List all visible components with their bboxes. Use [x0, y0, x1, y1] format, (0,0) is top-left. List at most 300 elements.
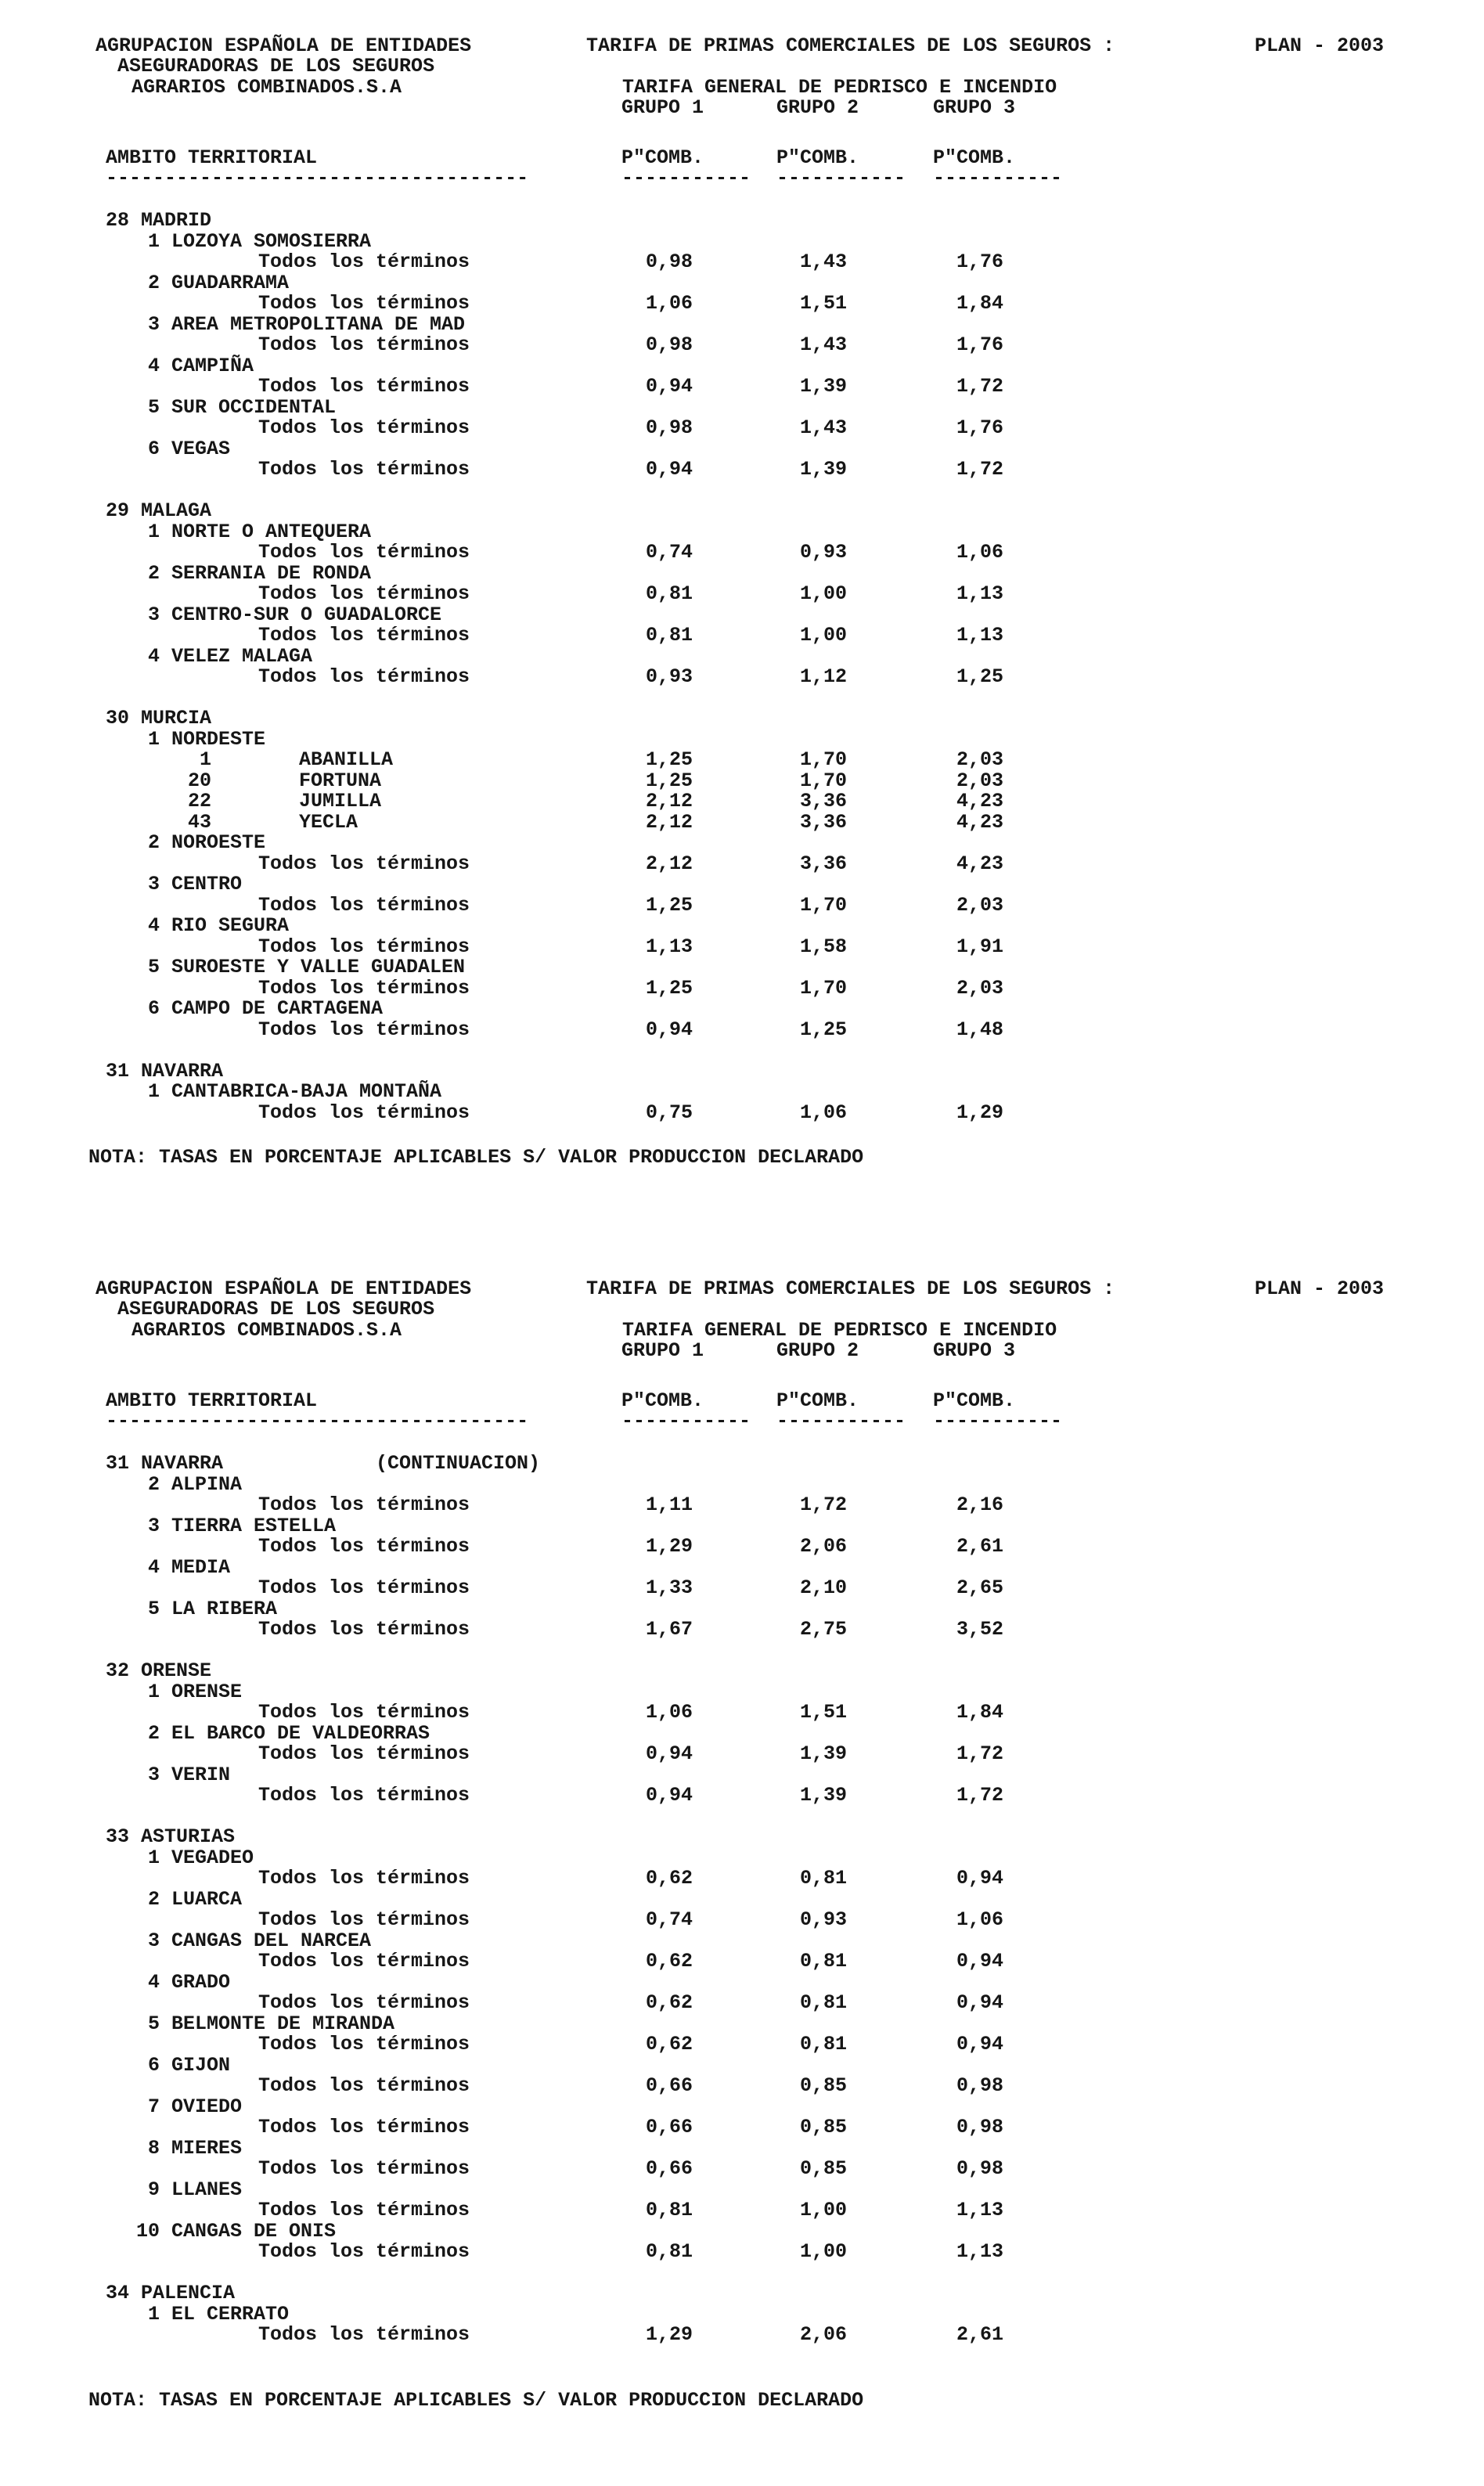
row-label: Todos los términos	[258, 582, 470, 605]
rate-value: 1,76	[956, 416, 1004, 439]
zone-row	[0, 1764, 1484, 1785]
zone-name: SERRANIA DE RONDA	[171, 561, 372, 585]
territory-column-header: AMBITO TERRITORIAL	[106, 146, 318, 169]
group-header: GRUPO 1	[621, 96, 704, 119]
zone-name: SUROESTE Y VALLE GUADALEN	[171, 956, 466, 978]
rate-value: 1,06	[646, 1701, 693, 1724]
row-label: Todos los términos	[258, 458, 470, 481]
rate-value: 2,16	[956, 1493, 1004, 1516]
rate-value: 0,98	[646, 250, 693, 273]
zone-row	[0, 396, 1484, 417]
rate-row	[0, 1576, 1484, 1598]
zone-row	[0, 1971, 1484, 1992]
rate-row	[0, 935, 1484, 957]
municipality-code: 1	[199, 748, 211, 771]
rate-value: 0,81	[646, 582, 693, 605]
rate-row	[0, 624, 1484, 645]
rate-value: 0,93	[800, 1908, 848, 1931]
zone-row	[0, 272, 1484, 293]
row-label: Todos los términos	[258, 2157, 470, 2180]
org-name-line: AGRUPACION ESPAÑOLA DE ENTIDADES	[95, 34, 472, 57]
rate-value: 1,43	[800, 333, 848, 356]
region-code: 31	[106, 1452, 130, 1475]
zone-name: MIERES	[171, 2136, 243, 2160]
rate-value: 2,12	[646, 790, 693, 812]
rate-row	[0, 2116, 1484, 2137]
rate-value: 1,70	[800, 976, 848, 1000]
rate-value: 2,06	[800, 2323, 848, 2346]
rate-value: 0,98	[646, 416, 693, 439]
rate-value: 1,13	[956, 624, 1004, 647]
rate-column-header: P"COMB.	[933, 1389, 1016, 1412]
column-underline: ------------------------------------	[106, 167, 529, 189]
footer-note: NOTA: TASAS EN PORCENTAJE APLICABLES S/ VALOR PRODUCCION DECLARADO	[88, 2389, 864, 2412]
zone-number: 2	[147, 1472, 160, 1496]
rate-value: 1,06	[800, 1101, 848, 1124]
zone-row	[0, 2137, 1484, 2158]
zone-name: EL CERRATO	[171, 2302, 290, 2326]
rate-value: 1,13	[956, 2199, 1004, 2221]
rate-value: 2,12	[646, 852, 693, 875]
spacer-row	[0, 2261, 1484, 2282]
region-row	[0, 209, 1484, 230]
zone-number: 7	[147, 2095, 160, 2118]
rate-row	[0, 1784, 1484, 1805]
region-code: 34	[106, 2282, 130, 2304]
row-label: Todos los términos	[258, 1908, 470, 1931]
zone-name: CENTRO-SUR O GUADALORCE	[171, 603, 442, 626]
zone-name: LLANES	[171, 2178, 243, 2201]
row-label: Todos los términos	[258, 1950, 470, 1973]
rate-value: 1,25	[646, 769, 693, 792]
zone-name: LA RIBERA	[171, 1597, 278, 1620]
zone-row	[0, 2220, 1484, 2241]
zone-name: ORENSE	[171, 1680, 243, 1703]
zone-row	[0, 1515, 1484, 1536]
rate-value: 0,62	[646, 1867, 693, 1890]
zone-number: 4	[147, 1555, 160, 1579]
zone-name: TIERRA ESTELLA	[171, 1514, 337, 1537]
rate-value: 3,36	[800, 790, 848, 812]
rate-value: 2,03	[956, 893, 1004, 917]
rate-value: 1,06	[646, 292, 693, 315]
zone-name: NORTE O ANTEQUERA	[171, 520, 372, 543]
zone-row	[0, 355, 1484, 376]
zone-row	[0, 2178, 1484, 2200]
rate-value: 0,94	[646, 375, 693, 398]
zone-number: 5	[147, 2012, 160, 2035]
row-label: Todos los términos	[258, 1576, 470, 1599]
rate-value: 1,39	[800, 1742, 848, 1765]
row-label: Todos los términos	[258, 333, 470, 356]
region-row	[0, 1659, 1484, 1681]
spacer-row	[0, 479, 1484, 500]
rate-value: 0,94	[646, 458, 693, 481]
zone-number: 5	[147, 395, 160, 419]
row-label: Todos los términos	[258, 1784, 470, 1807]
rate-value: 0,94	[646, 1018, 693, 1041]
region-name: NAVARRA	[141, 1452, 224, 1475]
zone-number: 1	[147, 1680, 160, 1703]
rate-value: 1,12	[800, 665, 848, 688]
zone-row	[0, 1888, 1484, 1909]
row-label: Todos los términos	[258, 416, 470, 439]
zone-number: 3	[147, 1929, 160, 1952]
rate-value: 2,12	[646, 810, 693, 834]
group-header: GRUPO 2	[776, 1339, 859, 1362]
rate-value: 1,72	[956, 458, 1004, 481]
rate-value: 3,36	[800, 852, 848, 875]
rate-value: 4,23	[956, 810, 1004, 834]
rate-value: 2,61	[956, 1535, 1004, 1558]
rate-value: 0,62	[646, 1991, 693, 2014]
zone-row	[0, 1681, 1484, 1702]
region-name: MADRID	[141, 209, 212, 232]
rate-value: 1,33	[646, 1576, 693, 1599]
rate-column-header: P"COMB.	[933, 146, 1016, 169]
row-label: Todos los términos	[258, 1867, 470, 1890]
zone-row	[0, 1722, 1484, 1743]
zone-row	[0, 997, 1484, 1018]
zone-row	[0, 2303, 1484, 2324]
rate-row	[0, 292, 1484, 313]
zone-name: EL BARCO DE VALDEORRAS	[171, 1721, 430, 1745]
rate-value: 1,13	[956, 2240, 1004, 2263]
plan-label: PLAN - 2003	[1255, 1277, 1385, 1300]
rate-row	[0, 2199, 1484, 2220]
rate-value: 1,91	[956, 935, 1004, 958]
row-label: Todos los términos	[258, 292, 470, 315]
rate-value: 0,62	[646, 1950, 693, 1973]
zone-number: 6	[147, 997, 160, 1020]
region-row	[0, 1060, 1484, 1081]
row-label: Todos los términos	[258, 2323, 470, 2346]
rate-value: 0,81	[800, 1991, 848, 2014]
zone-number: 4	[147, 1970, 160, 1994]
rate-value: 1,51	[800, 1701, 848, 1724]
rate-value: 1,25	[800, 1018, 848, 1041]
rate-row	[0, 1908, 1484, 1929]
row-label: Todos los términos	[258, 2199, 470, 2221]
rate-value: 4,23	[956, 790, 1004, 812]
rate-value: 0,98	[956, 2157, 1004, 2180]
zone-name: NOROESTE	[171, 831, 266, 854]
column-underline: -----------	[776, 1410, 906, 1432]
rate-value: 0,81	[646, 2199, 693, 2221]
org-name-line: ASEGURADORAS DE LOS SEGUROS	[117, 55, 435, 77]
group-header: GRUPO 1	[621, 1339, 704, 1362]
org-name-line: ASEGURADORAS DE LOS SEGUROS	[117, 1298, 435, 1320]
zone-number: 4	[147, 644, 160, 668]
zone-row	[0, 728, 1484, 749]
rate-row	[0, 541, 1484, 562]
rate-value: 0,81	[646, 2240, 693, 2263]
zone-row	[0, 521, 1484, 542]
rate-value: 2,03	[956, 748, 1004, 771]
plan-label: PLAN - 2003	[1255, 34, 1385, 57]
region-code: 30	[106, 707, 130, 730]
rate-value: 1,25	[646, 748, 693, 771]
rate-value: 0,81	[800, 1950, 848, 1973]
zone-row	[0, 873, 1484, 894]
zone-row	[0, 603, 1484, 625]
rate-value: 1,39	[800, 458, 848, 481]
rate-value: 1,25	[646, 976, 693, 1000]
zone-row	[0, 230, 1484, 251]
rate-value: 1,11	[646, 1493, 693, 1516]
rate-value: 1,00	[800, 582, 848, 605]
org-name-line: AGRUPACION ESPAÑOLA DE ENTIDADES	[95, 1277, 472, 1300]
zone-row	[0, 831, 1484, 852]
rate-value: 1,29	[646, 2323, 693, 2346]
row-label: Todos los términos	[258, 2074, 470, 2097]
region-row	[0, 499, 1484, 521]
rate-row	[0, 1950, 1484, 1971]
rate-row	[0, 2157, 1484, 2178]
zone-name: RIO SEGURA	[171, 914, 290, 937]
rate-value: 1,39	[800, 375, 848, 398]
municipality-name: JUMILLA	[299, 790, 382, 812]
zone-number: 9	[147, 2178, 160, 2201]
zone-row	[0, 438, 1484, 459]
zone-number: 3	[147, 603, 160, 626]
zone-number: 2	[147, 561, 160, 585]
doc-title: TARIFA DE PRIMAS COMERCIALES DE LOS SEGUROS :	[586, 34, 1115, 57]
rate-value: 0,85	[800, 2157, 848, 2180]
municipality-row	[0, 769, 1484, 791]
rate-value: 1,39	[800, 1784, 848, 1807]
footer-note: NOTA: TASAS EN PORCENTAJE APLICABLES S/ VALOR PRODUCCION DECLARADO	[88, 1146, 864, 1169]
region-row	[0, 1452, 1484, 1473]
rate-value: 1,00	[800, 2240, 848, 2263]
rate-value: 1,48	[956, 1018, 1004, 1041]
rate-value: 0,74	[646, 1908, 693, 1931]
rate-row	[0, 375, 1484, 396]
rate-value: 0,98	[956, 2074, 1004, 2097]
rate-column-header: P"COMB.	[776, 146, 859, 169]
rate-row	[0, 1742, 1484, 1764]
tariff-table	[0, 209, 1484, 1122]
column-underline: -----------	[621, 1410, 751, 1432]
rate-column-header: P"COMB.	[776, 1389, 859, 1412]
row-label: Todos los términos	[258, 2240, 470, 2263]
zone-name: CANGAS DE ONIS	[171, 2219, 337, 2243]
territory-column-header: AMBITO TERRITORIAL	[106, 1389, 318, 1412]
rate-value: 0,94	[956, 1950, 1004, 1973]
rate-value: 0,66	[646, 2157, 693, 2180]
rate-row	[0, 458, 1484, 479]
zone-number: 4	[147, 914, 160, 937]
rate-value: 0,94	[956, 1991, 1004, 2014]
zone-name: GRADO	[171, 1970, 231, 1994]
zone-number: 8	[147, 2136, 160, 2160]
rate-value: 1,51	[800, 292, 848, 315]
rate-row	[0, 582, 1484, 603]
zone-name: VERIN	[171, 1763, 231, 1786]
zone-name: LUARCA	[171, 1887, 243, 1911]
region-name: ASTURIAS	[141, 1825, 236, 1848]
row-label: Todos los términos	[258, 1101, 470, 1124]
row-label: Todos los términos	[258, 1535, 470, 1558]
zone-name: CANTABRICA-BAJA MONTAÑA	[171, 1080, 442, 1103]
rate-value: 0,93	[646, 665, 693, 688]
zone-number: 2	[147, 1721, 160, 1745]
column-underline: ------------------------------------	[106, 1410, 529, 1432]
org-name-line: AGRARIOS COMBINADOS.S.A	[131, 76, 402, 99]
zone-number: 1	[147, 1080, 160, 1103]
zone-number: 2	[147, 1887, 160, 1911]
rate-row	[0, 1701, 1484, 1722]
zone-name: CENTRO	[171, 873, 243, 895]
spacer-row	[0, 1039, 1484, 1060]
row-label: Todos los términos	[258, 375, 470, 398]
rate-value: 3,36	[800, 810, 848, 834]
rate-row	[0, 416, 1484, 438]
zone-row	[0, 1473, 1484, 1494]
rate-value: 1,43	[800, 416, 848, 439]
rate-value: 0,62	[646, 2033, 693, 2055]
column-underline: -----------	[933, 167, 1063, 189]
zone-number: 2	[147, 831, 160, 854]
zone-row	[0, 1598, 1484, 1619]
zone-row	[0, 2054, 1484, 2075]
rate-value: 0,75	[646, 1101, 693, 1124]
row-label: Todos los términos	[258, 1701, 470, 1724]
rate-value: 0,85	[800, 2116, 848, 2138]
rate-row	[0, 1101, 1484, 1122]
zone-row	[0, 645, 1484, 666]
zone-row	[0, 1080, 1484, 1101]
rate-value: 1,00	[800, 624, 848, 647]
row-label: Todos los términos	[258, 935, 470, 958]
zone-number: 1	[147, 520, 160, 543]
rate-row	[0, 1018, 1484, 1039]
municipality-row	[0, 748, 1484, 769]
region-name: NAVARRA	[141, 1059, 224, 1083]
rate-row	[0, 1618, 1484, 1639]
spacer-row	[0, 686, 1484, 708]
rate-value: 0,94	[956, 2033, 1004, 2055]
zone-number: 3	[147, 873, 160, 895]
rate-row	[0, 250, 1484, 272]
rate-value: 1,00	[800, 2199, 848, 2221]
zone-name: CAMPO DE CARTAGENA	[171, 997, 384, 1020]
rate-value: 1,70	[800, 748, 848, 771]
rate-value: 0,93	[800, 541, 848, 564]
row-label: Todos los términos	[258, 976, 470, 1000]
page-2	[0, 1243, 1484, 2486]
municipality-code: 43	[187, 810, 211, 834]
zone-number: 10	[135, 2219, 160, 2243]
rate-value: 1,76	[956, 250, 1004, 273]
municipality-name: ABANILLA	[299, 748, 394, 771]
rate-value: 2,03	[956, 769, 1004, 792]
zone-number: 1	[147, 229, 160, 253]
zone-row	[0, 1556, 1484, 1577]
row-label: Todos los términos	[258, 2033, 470, 2055]
row-label: Todos los términos	[258, 1618, 470, 1641]
row-label: Todos los términos	[258, 893, 470, 917]
zone-number: 3	[147, 312, 160, 336]
zone-number: 6	[147, 2053, 160, 2077]
row-label: Todos los términos	[258, 2116, 470, 2138]
region-code: 33	[106, 1825, 130, 1848]
rate-row	[0, 852, 1484, 874]
rate-value: 0,81	[800, 2033, 848, 2055]
rate-value: 1,76	[956, 333, 1004, 356]
rate-value: 0,66	[646, 2074, 693, 2097]
zone-name: VELEZ MALAGA	[171, 644, 313, 668]
group-header: GRUPO 2	[776, 96, 859, 119]
zone-number: 3	[147, 1763, 160, 1786]
column-underline: -----------	[776, 167, 906, 189]
zone-name: NORDESTE	[171, 727, 266, 751]
zone-name: CAMPIÑA	[171, 354, 254, 377]
zone-number: 5	[147, 1597, 160, 1620]
rate-value: 1,25	[956, 665, 1004, 688]
region-name: ORENSE	[141, 1659, 212, 1682]
zone-row	[0, 2095, 1484, 2117]
zone-name: BELMONTE DE MIRANDA	[171, 2012, 395, 2035]
zone-number: 1	[147, 727, 160, 751]
row-label: Todos los términos	[258, 541, 470, 564]
region-name: MURCIA	[141, 707, 212, 730]
zone-row	[0, 914, 1484, 935]
municipality-code: 22	[187, 790, 211, 812]
zone-row	[0, 1846, 1484, 1868]
row-label: Todos los términos	[258, 250, 470, 273]
zone-number: 1	[147, 2302, 160, 2326]
municipality-name: YECLA	[299, 810, 358, 834]
municipality-name: FORTUNA	[299, 769, 382, 792]
rate-row	[0, 1991, 1484, 2012]
rate-row	[0, 2323, 1484, 2344]
rate-value: 0,94	[956, 1867, 1004, 1890]
org-name-line: AGRARIOS COMBINADOS.S.A	[131, 1319, 402, 1342]
doc-subtitle: TARIFA GENERAL DE PEDRISCO E INCENDIO	[622, 76, 1057, 99]
rate-value: 0,98	[646, 333, 693, 356]
rate-column-header: P"COMB.	[621, 146, 704, 169]
rate-value: 4,23	[956, 852, 1004, 875]
rate-value: 1,29	[646, 1535, 693, 1558]
zone-row	[0, 562, 1484, 583]
rate-value: 1,84	[956, 1701, 1004, 1724]
rate-value: 1,72	[956, 375, 1004, 398]
region-name: PALENCIA	[141, 2282, 236, 2304]
rate-value: 1,06	[956, 1908, 1004, 1931]
row-label: Todos los términos	[258, 852, 470, 875]
rate-value: 1,58	[800, 935, 848, 958]
region-row	[0, 707, 1484, 728]
zone-name: GUADARRAMA	[171, 271, 290, 294]
zone-name: ALPINA	[171, 1472, 243, 1496]
zone-number: 3	[147, 1514, 160, 1537]
zone-row	[0, 313, 1484, 334]
doc-title: TARIFA DE PRIMAS COMERCIALES DE LOS SEGUROS :	[586, 1277, 1115, 1300]
region-row	[0, 1825, 1484, 1846]
rate-row	[0, 894, 1484, 915]
rate-value: 0,94	[646, 1742, 693, 1765]
zone-number: 6	[147, 437, 160, 460]
rate-value: 1,06	[956, 541, 1004, 564]
rate-value: 1,13	[956, 582, 1004, 605]
spacer-row	[0, 1805, 1484, 1826]
rate-value: 0,94	[646, 1784, 693, 1807]
column-underline: -----------	[621, 167, 751, 189]
rate-value: 3,52	[956, 1618, 1004, 1641]
rate-value: 0,85	[800, 2074, 848, 2097]
rate-value: 1,72	[800, 1493, 848, 1516]
